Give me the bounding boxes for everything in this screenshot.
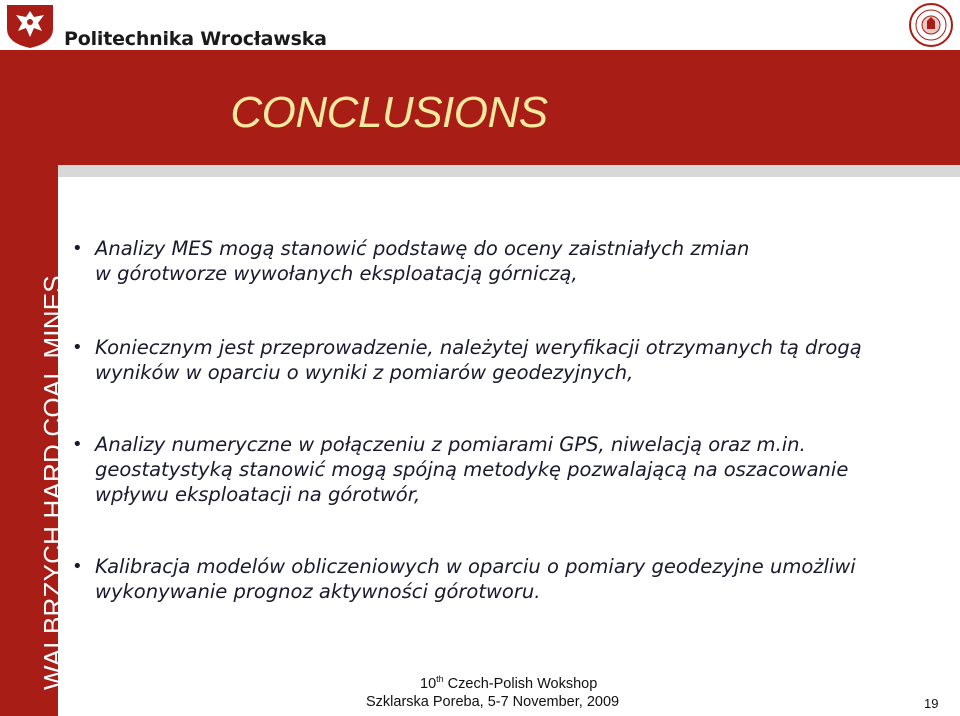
university-name: Politechnika Wrocławska bbox=[64, 28, 327, 50]
footer-location-date: Szklarska Poreba, 5-7 November, 2009 bbox=[366, 694, 620, 710]
circular-seal-icon bbox=[906, 2, 956, 48]
list-item bbox=[70, 236, 930, 286]
bullet-line: wpływu eksploatacji na górotwór, bbox=[95, 483, 421, 506]
sidebar-vertical-text: WALBRZYCH HARD COAL MINES bbox=[38, 275, 68, 690]
conclusions-list bbox=[70, 236, 930, 604]
list-item bbox=[70, 335, 930, 385]
edition-number: 10 bbox=[420, 675, 437, 692]
footer-event bbox=[420, 674, 597, 692]
bullet-line: wykonywanie prognoz aktywności górotworu. bbox=[95, 580, 541, 603]
edition-suffix: th bbox=[436, 674, 444, 684]
bullet-line: geostatystyką stanowić mogą spójną metodykę pozwalającą na oszacowanie bbox=[95, 458, 849, 481]
event-name: Czech-Polish Wokshop bbox=[443, 675, 598, 692]
header-bar bbox=[0, 0, 960, 50]
bullet-line: Kalibracja modelów obliczeniowych w oparciu o pomiary geodezyjne umożliwi bbox=[95, 555, 856, 578]
separator-strip bbox=[58, 165, 960, 177]
bullet-line: w górotworze wywołanych eksploatacją górniczą, bbox=[95, 262, 578, 285]
bullet-dot-icon: • bbox=[72, 556, 83, 577]
list-item bbox=[70, 432, 930, 507]
list-item bbox=[70, 554, 930, 604]
page-number: 19 bbox=[924, 696, 939, 711]
bullet-line: Koniecznym jest przeprowadzenie, należytej weryfikacji otrzymanych tą drogą bbox=[95, 336, 862, 359]
bullet-line: wyników w oparciu o wyniki z pomiarów geodezyjnych, bbox=[95, 361, 634, 384]
bullet-line: Analizy MES mogą stanowić podstawę do oceny zaistniałych zmian bbox=[95, 237, 750, 260]
slide-title: CONCLUSIONS bbox=[230, 88, 548, 137]
bullet-line: Analizy numeryczne w połączeniu z pomiarami GPS, niwelacją oraz m.in. bbox=[95, 433, 806, 456]
bullet-dot-icon: • bbox=[72, 337, 83, 358]
bullet-dot-icon: • bbox=[72, 238, 83, 259]
eagle-shield-icon bbox=[4, 3, 56, 49]
bullet-dot-icon: • bbox=[72, 434, 83, 455]
